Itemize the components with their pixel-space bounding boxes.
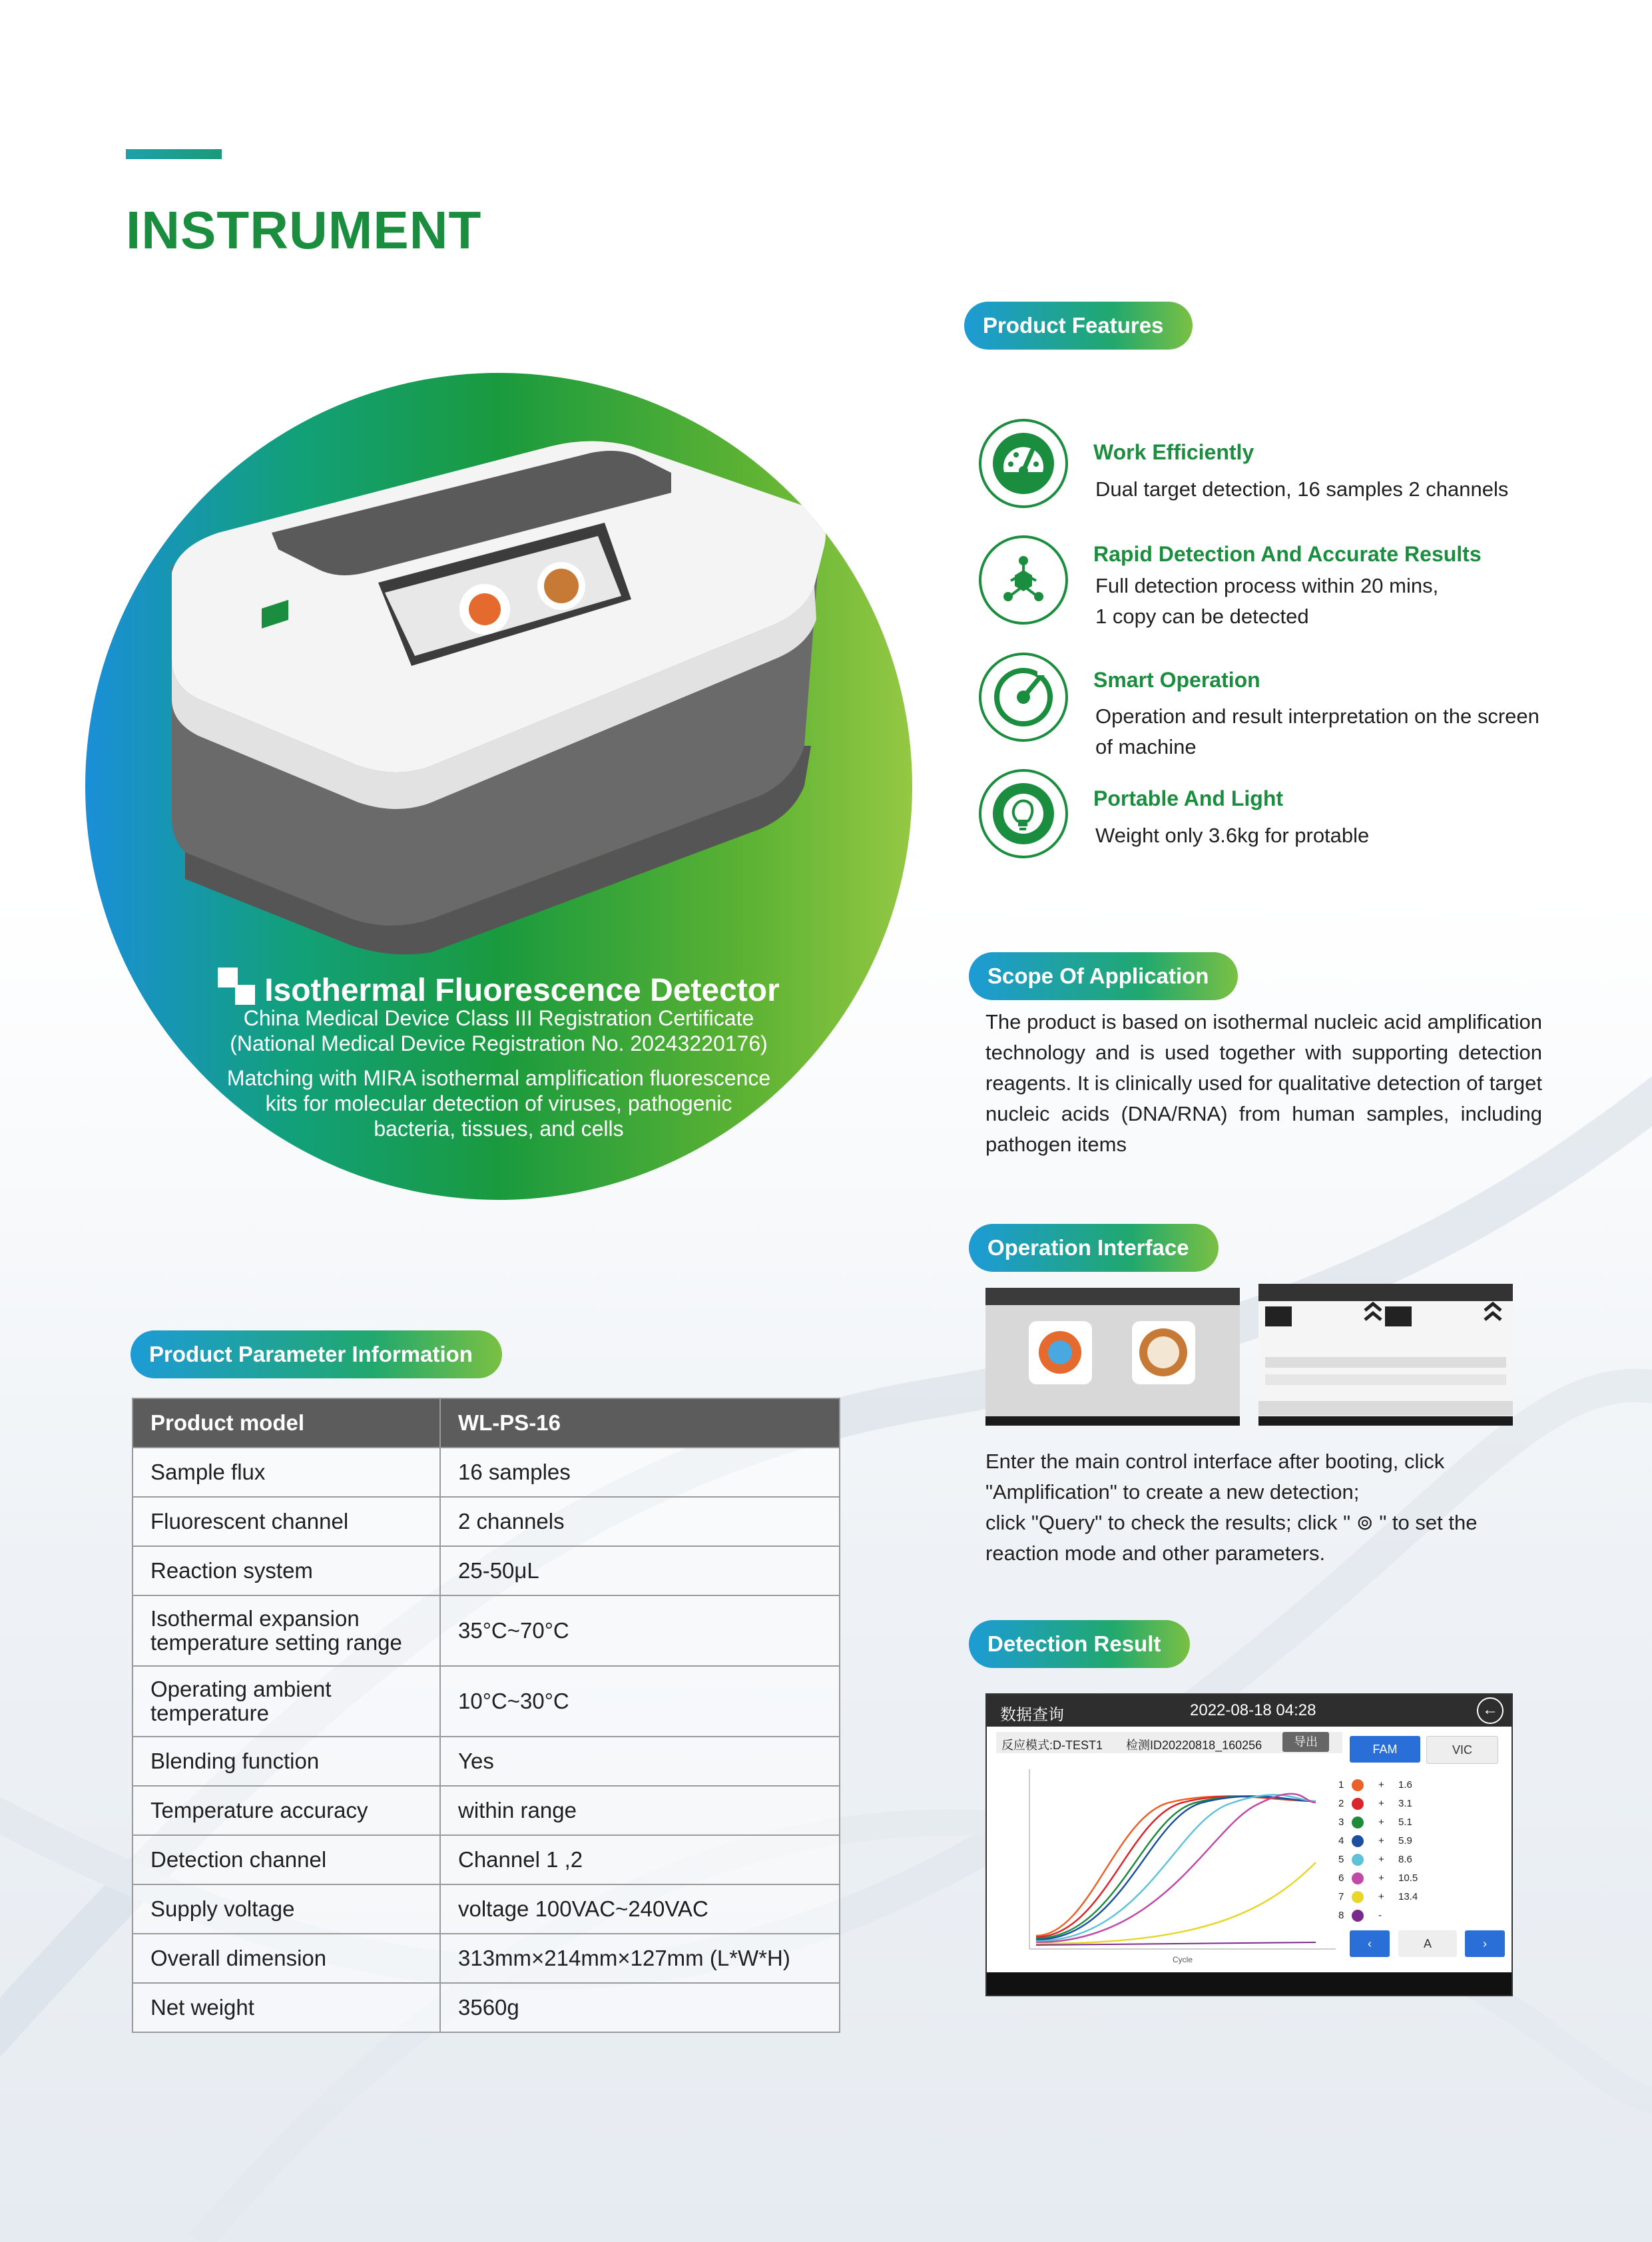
table-row	[133, 1595, 840, 1666]
table-header-key: Product model	[133, 1398, 440, 1448]
page-title: INSTRUMENT	[126, 200, 482, 260]
operation-heading: Operation Interface	[969, 1224, 1219, 1272]
hero-line-2: (National Medical Device Registration No. 20243220176)	[230, 1031, 768, 1055]
param-name: Blending function	[133, 1737, 440, 1786]
scope-text: The product is based on isothermal nucleic acid amplification technology and is used together with supporting detection reagents. It is clinically used for qualitative detection of target nucleic acids (DNA/RNA) from human samples, including pathogen items	[985, 1010, 1542, 1156]
tab-fam[interactable]: FAM	[1350, 1736, 1420, 1763]
param-name: Sample flux	[133, 1448, 440, 1497]
legend-color-dot	[1352, 1817, 1364, 1828]
parameter-heading: Product Parameter Information	[131, 1330, 502, 1378]
prev-page-button[interactable]: ‹	[1350, 1930, 1390, 1957]
amplification-screen-thumbnail	[1258, 1284, 1513, 1426]
page-indicator: A	[1398, 1930, 1457, 1957]
param-name: Reaction system	[133, 1546, 440, 1595]
legend-number: 7	[1338, 1891, 1344, 1902]
param-name: Fluorescent channel	[133, 1497, 440, 1546]
legend-value: 13.4	[1398, 1891, 1418, 1902]
legend-color-dot	[1352, 1891, 1364, 1903]
legend-color-dot	[1352, 1854, 1364, 1866]
param-value: 10°C~30°C	[440, 1666, 840, 1737]
operation-description	[985, 1446, 1558, 1569]
table-header-value: WL-PS-16	[440, 1398, 840, 1448]
param-value: 2 channels	[440, 1497, 840, 1546]
next-page-button[interactable]: ›	[1465, 1930, 1505, 1957]
legend-number: 1	[1338, 1779, 1344, 1791]
feature-title-1: Work Efficiently	[1093, 440, 1254, 464]
param-name: Net weight	[133, 1983, 440, 2032]
mode-label: 反应模式:D-TEST1	[1001, 1739, 1103, 1752]
param-value: 16 samples	[440, 1448, 840, 1497]
result-screen-title: 数据查询	[1000, 1706, 1064, 1724]
target-check-icon	[979, 653, 1068, 742]
hero-line-3: Matching with MIRA isothermal amplification fluorescence	[226, 1066, 771, 1090]
home-screen-thumbnail	[985, 1288, 1240, 1426]
legend-sign: -	[1378, 1910, 1382, 1921]
result-header	[996, 1732, 1342, 1753]
legend-value: 8.6	[1398, 1854, 1412, 1865]
param-value: Channel 1 ,2	[440, 1835, 840, 1884]
feature-desc-2b: 1 copy can be detected	[1095, 605, 1309, 628]
detection-id-label: 检测ID20220818_160256	[1126, 1739, 1262, 1752]
param-name: Detection channel	[133, 1835, 440, 1884]
feature-title-2: Rapid Detection And Accurate Results	[1093, 542, 1482, 566]
param-value: voltage 100VAC~240VAC	[440, 1884, 840, 1934]
hero-line-5: bacteria, tissues, and cells	[374, 1117, 624, 1141]
legend-number: 6	[1338, 1872, 1344, 1884]
legend-color-dot	[1352, 1872, 1364, 1884]
product-features-heading: Product Features	[964, 302, 1193, 350]
legend-color-dot	[1352, 1779, 1364, 1791]
legend-number: 3	[1338, 1817, 1344, 1828]
legend-value: 1.6	[1398, 1779, 1412, 1791]
legend-sign: +	[1378, 1835, 1384, 1846]
param-name: Operating ambient temperature	[133, 1666, 440, 1737]
table-row	[133, 1983, 840, 2032]
table-row	[133, 1786, 840, 1835]
molecule-icon	[979, 535, 1068, 625]
gear-bulb-icon	[979, 769, 1068, 858]
hero-line-4: kits for molecular detection of viruses, pathogenic	[265, 1091, 732, 1115]
legend-sign: +	[1378, 1854, 1384, 1865]
legend-color-dot	[1352, 1835, 1364, 1847]
legend-color-dot	[1352, 1798, 1364, 1810]
table-row	[133, 1448, 840, 1497]
feature-title-4: Portable And Light	[1093, 786, 1284, 810]
legend-sign: +	[1378, 1872, 1384, 1884]
table-row	[133, 1546, 840, 1595]
hero-title	[85, 968, 912, 1009]
operation-line-2: "Amplification" to create a new detection;	[985, 1480, 1360, 1504]
feature-desc-3a: Operation and result interpretation on the screen	[1095, 704, 1539, 728]
hero-title-text: Isothermal Fluorescence Detector	[264, 973, 780, 1008]
legend-value: 10.5	[1398, 1872, 1418, 1884]
cycle-axis-label: Cycle	[1173, 1955, 1193, 1964]
param-name: Overall dimension	[133, 1934, 440, 1983]
table-row	[133, 1934, 840, 1983]
operation-line-4: reaction mode and other parameters.	[985, 1541, 1326, 1565]
operation-line-3: click "Query" to check the results; click " ⊚ " to set the	[985, 1511, 1478, 1534]
param-name: Isothermal expansion temperature setting range	[133, 1595, 440, 1666]
legend-sign: +	[1378, 1779, 1384, 1791]
legend-number: 4	[1338, 1835, 1344, 1846]
table-row	[133, 1497, 840, 1546]
legend-color-dot	[1352, 1910, 1364, 1922]
tab-vic[interactable]: VIC	[1426, 1736, 1498, 1764]
detection-result-screen	[985, 1693, 1513, 1996]
table-row	[133, 1737, 840, 1786]
param-value: 35°C~70°C	[440, 1595, 840, 1666]
brand-cross-icon	[218, 968, 255, 1005]
param-value: Yes	[440, 1737, 840, 1786]
legend-value: 3.1	[1398, 1798, 1412, 1809]
param-name: Supply voltage	[133, 1884, 440, 1934]
legend-number: 2	[1338, 1798, 1344, 1809]
table-header-row	[133, 1398, 840, 1448]
hero-line-1: China Medical Device Class III Registration Certificate	[243, 1006, 754, 1030]
result-screen-time: 2022-08-18 04:28	[1190, 1701, 1316, 1719]
detection-result-heading: Detection Result	[969, 1620, 1190, 1668]
back-icon[interactable]: ←	[1477, 1697, 1504, 1724]
feature-desc-1: Dual target detection, 16 samples 2 channels	[1095, 477, 1509, 501]
legend-number: 5	[1338, 1854, 1344, 1865]
param-name: Temperature accuracy	[133, 1786, 440, 1835]
operation-line-1: Enter the main control interface after booting, click	[985, 1450, 1445, 1473]
feature-desc-4: Weight only 3.6kg for protable	[1095, 824, 1370, 847]
table-row	[133, 1666, 840, 1737]
feature-desc-2a: Full detection process within 20 mins,	[1095, 574, 1439, 597]
parameter-table	[132, 1398, 840, 2033]
param-value: 3560g	[440, 1983, 840, 2032]
result-screen-topbar	[987, 1695, 1512, 1727]
amplification-curve-plot	[996, 1756, 1342, 1966]
legend-value: 5.1	[1398, 1817, 1412, 1828]
table-row	[133, 1835, 840, 1884]
speedometer-icon	[979, 419, 1068, 508]
param-value: 313mm×214mm×127mm (L*W*H)	[440, 1934, 840, 1983]
hero-circle	[85, 373, 912, 1200]
legend-number: 8	[1338, 1910, 1344, 1921]
android-nav-bar	[987, 1972, 1512, 1995]
legend-sign: +	[1378, 1817, 1384, 1828]
feature-desc-3b: of machine	[1095, 735, 1197, 758]
legend-value: 5.9	[1398, 1835, 1412, 1846]
feature-title-3: Smart Operation	[1093, 668, 1260, 692]
param-value: 25-50μL	[440, 1546, 840, 1595]
legend-sign: +	[1378, 1891, 1384, 1902]
table-row	[133, 1884, 840, 1934]
legend-sign: +	[1378, 1798, 1384, 1809]
scope-heading: Scope Of Application	[969, 952, 1238, 1000]
export-button[interactable]: 导出	[1282, 1732, 1329, 1752]
param-value: within range	[440, 1786, 840, 1835]
title-accent-bar	[126, 149, 222, 159]
